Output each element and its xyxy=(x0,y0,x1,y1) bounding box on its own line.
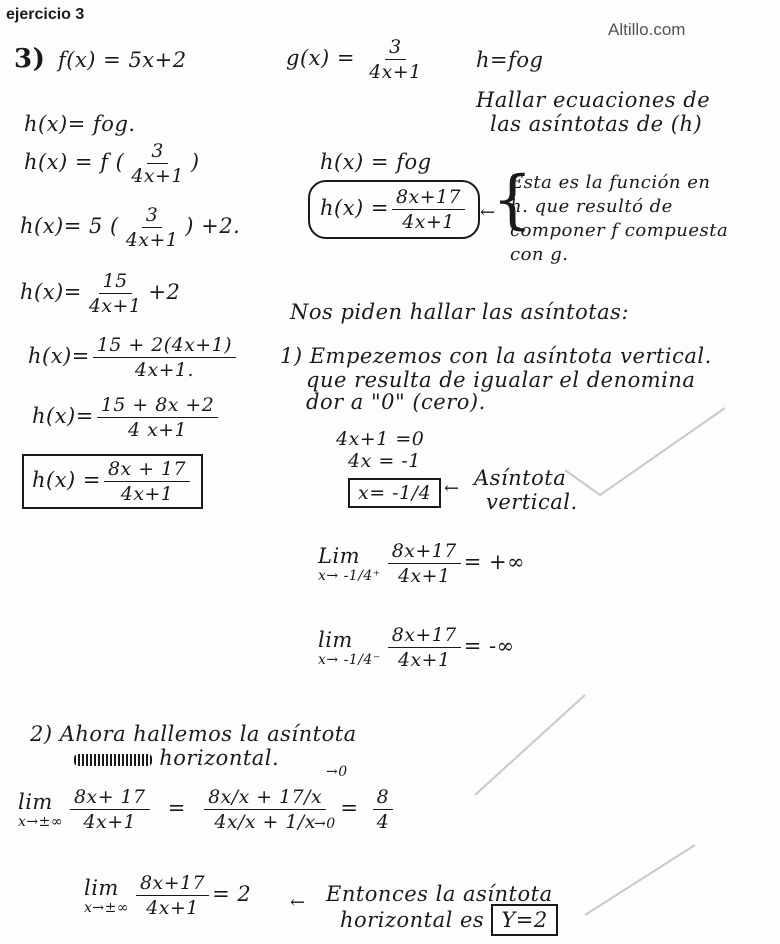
h-fog: h(x) = fog xyxy=(320,150,432,174)
step-7-lhs: h(x) = xyxy=(32,468,102,492)
left-arrow-icon-2: ← xyxy=(444,478,460,499)
step-3-numerator: 3 xyxy=(142,204,163,228)
limit-right-word: Lim xyxy=(318,543,361,568)
step-7-boxed-result xyxy=(22,454,203,509)
step-1: h(x)= fog. xyxy=(24,112,136,136)
limit-right-numerator: 8x+17 xyxy=(388,540,461,564)
exercise-number: 3) xyxy=(14,44,46,74)
limit-left-word: lim xyxy=(318,627,353,652)
brand-watermark: Altillo.com xyxy=(608,20,686,39)
final-denominator: 4x+1 xyxy=(146,897,199,919)
step-3-denominator: 4x+1 xyxy=(125,229,179,251)
final-limit-fraction xyxy=(136,872,209,919)
intro-text: Nos piden hallar las asíntotas: xyxy=(290,300,630,324)
step-5 xyxy=(28,334,239,381)
final-limit-word: lim xyxy=(84,875,119,900)
step-6-lhs: h(x)= xyxy=(32,404,94,428)
step-2 xyxy=(24,140,200,187)
horizontal-denominator: 4x+1 xyxy=(83,811,137,833)
note-line-3: componer f compuesta xyxy=(510,220,729,241)
limit-left-fraction xyxy=(388,624,461,671)
g-definition xyxy=(286,36,429,83)
result-fraction xyxy=(373,786,394,833)
horizontal-line-2 xyxy=(74,746,279,770)
limit-right-operator xyxy=(318,544,381,584)
left-arrow-icon: ← xyxy=(480,202,496,223)
task-line-1: Hallar ecuaciones de xyxy=(476,88,711,112)
brace-icon: { xyxy=(492,163,534,237)
step-4-rhs: +2 xyxy=(148,280,181,304)
step-3 xyxy=(20,204,240,251)
horizontal-word: horizontal. xyxy=(159,746,280,770)
step-6-denominator: 4 x+1 xyxy=(128,419,188,441)
divided-denominator: 4x/x + 1/x xyxy=(214,811,316,833)
check-mark-icon xyxy=(560,400,730,500)
cloud-numerator: 8x+17 xyxy=(392,186,465,210)
g-lhs: g(x) = xyxy=(286,46,355,70)
limit-right-denominator: 4x+1 xyxy=(397,565,451,587)
g-denominator: 4x+1 xyxy=(369,61,422,83)
step-4-numerator: 15 xyxy=(99,270,132,294)
horizontal-asymptote-answer: Y=2 xyxy=(491,904,557,936)
step-5-lhs: h(x)= xyxy=(28,344,90,368)
vertical-label-2: vertical. xyxy=(486,490,578,514)
tends-zero-1: →0 xyxy=(326,764,348,780)
horizontal-numerator: 8x+ 17 xyxy=(70,786,150,810)
check-mark-icon-3 xyxy=(580,840,700,920)
step-5-numerator: 15 + 2(4x+1) xyxy=(93,334,236,358)
step-4 xyxy=(20,270,180,317)
left-arrow-icon-3: ← xyxy=(290,892,306,913)
conclusion-text: horizontal es xyxy=(340,908,485,932)
note-line-2: h. que resultó de xyxy=(510,196,673,217)
step-3-lhs: h(x)= 5 ( xyxy=(20,214,119,238)
horizontal-equals: = xyxy=(167,796,186,820)
cloud-result xyxy=(308,180,480,239)
horizontal-limit-word: lim xyxy=(18,789,53,814)
tends-zero-2: →0 xyxy=(314,816,336,832)
step-2-denominator: 4x+1 xyxy=(131,165,184,187)
h-definition: h=fog xyxy=(476,48,544,72)
step-6-numerator: 15 + 8x +2 xyxy=(97,394,218,418)
step-7-fraction xyxy=(104,458,190,505)
limit-left-sub: x→ -1/4⁻ xyxy=(318,651,381,668)
scribble-icon xyxy=(74,754,152,766)
limit-left-numerator: 8x+17 xyxy=(388,624,461,648)
step-4-denominator: 4x+1 xyxy=(88,295,142,317)
vertical-asymptote-box: x= -1/4 xyxy=(348,478,441,508)
g-fraction xyxy=(365,36,426,83)
result-numerator: 8 xyxy=(373,786,394,810)
horizontal-limit-operator xyxy=(18,790,63,830)
equation-1: 4x+1 =0 xyxy=(336,428,425,450)
check-mark-icon-2 xyxy=(470,690,590,800)
step-2-lhs: h(x) = f ( xyxy=(24,150,125,174)
vertical-line-3: dor a "0" (cero). xyxy=(306,390,486,414)
g-numerator: 3 xyxy=(385,36,406,60)
step-3-rhs: ) +2. xyxy=(185,214,241,238)
f-definition: f(x) = 5x+2 xyxy=(58,48,187,72)
limit-left-result: = -∞ xyxy=(463,634,515,658)
final-limit-sub: x→±∞ xyxy=(84,899,130,916)
final-limit xyxy=(84,872,251,919)
limit-right-fraction xyxy=(388,540,461,587)
note-line-4: con g. xyxy=(510,244,569,265)
step-2-numerator: 3 xyxy=(147,140,168,164)
page-title: ejercicio 3 xyxy=(6,6,85,23)
result-equals: = xyxy=(340,796,359,820)
step-5-fraction xyxy=(93,334,236,381)
vertical-line-2: que resulta de igualar el denomina xyxy=(306,368,696,392)
vertical-label-1: Asíntota xyxy=(474,466,567,490)
step-6-fraction xyxy=(97,394,218,441)
step-6 xyxy=(32,394,221,441)
result-denominator: 4 xyxy=(376,811,390,833)
note-line-1: Esta es la función en xyxy=(510,172,711,193)
cloud-denominator: 4x+1 xyxy=(402,211,455,233)
step-4-fraction xyxy=(85,270,146,317)
divided-numerator: 8x/x + 17/x xyxy=(204,786,326,810)
cloud-fraction xyxy=(392,186,465,233)
step-7-denominator: 4x+1 xyxy=(120,483,174,505)
horizontal-limit-fraction xyxy=(70,786,150,833)
horizontal-limit xyxy=(18,786,396,833)
limit-right-result: = +∞ xyxy=(463,550,526,574)
step-2-rhs: ) xyxy=(190,150,200,174)
limit-right xyxy=(318,540,525,587)
final-result: = 2 xyxy=(212,882,252,906)
equation-2: 4x = -1 xyxy=(348,450,421,472)
step-5-denominator: 4x+1. xyxy=(134,359,194,381)
final-limit-operator xyxy=(84,876,129,916)
step-4-lhs: h(x)= xyxy=(20,280,82,304)
limit-left-denominator: 4x+1 xyxy=(397,649,451,671)
horizontal-limit-sub: x→±∞ xyxy=(18,813,64,830)
limit-left xyxy=(318,624,515,671)
step-7-numerator: 8x + 17 xyxy=(104,458,190,482)
step-3-fraction xyxy=(122,204,183,251)
conclusion-line-2 xyxy=(340,908,558,932)
horizontal-line-1: 2) Ahora hallemos la asíntota xyxy=(30,722,357,746)
cloud-lhs: h(x) = xyxy=(320,196,390,220)
step-2-fraction xyxy=(127,140,188,187)
conclusion-line-1: Entonces la asíntota xyxy=(326,882,553,906)
limit-left-operator xyxy=(318,628,381,668)
divided-fraction xyxy=(204,786,326,833)
task-line-2: las asíntotas de (h) xyxy=(490,112,703,136)
final-numerator: 8x+17 xyxy=(136,872,209,896)
limit-right-sub: x→ -1/4⁺ xyxy=(318,567,381,584)
vertical-line-1: 1) Empezemos con la asíntota vertical. xyxy=(280,344,712,368)
